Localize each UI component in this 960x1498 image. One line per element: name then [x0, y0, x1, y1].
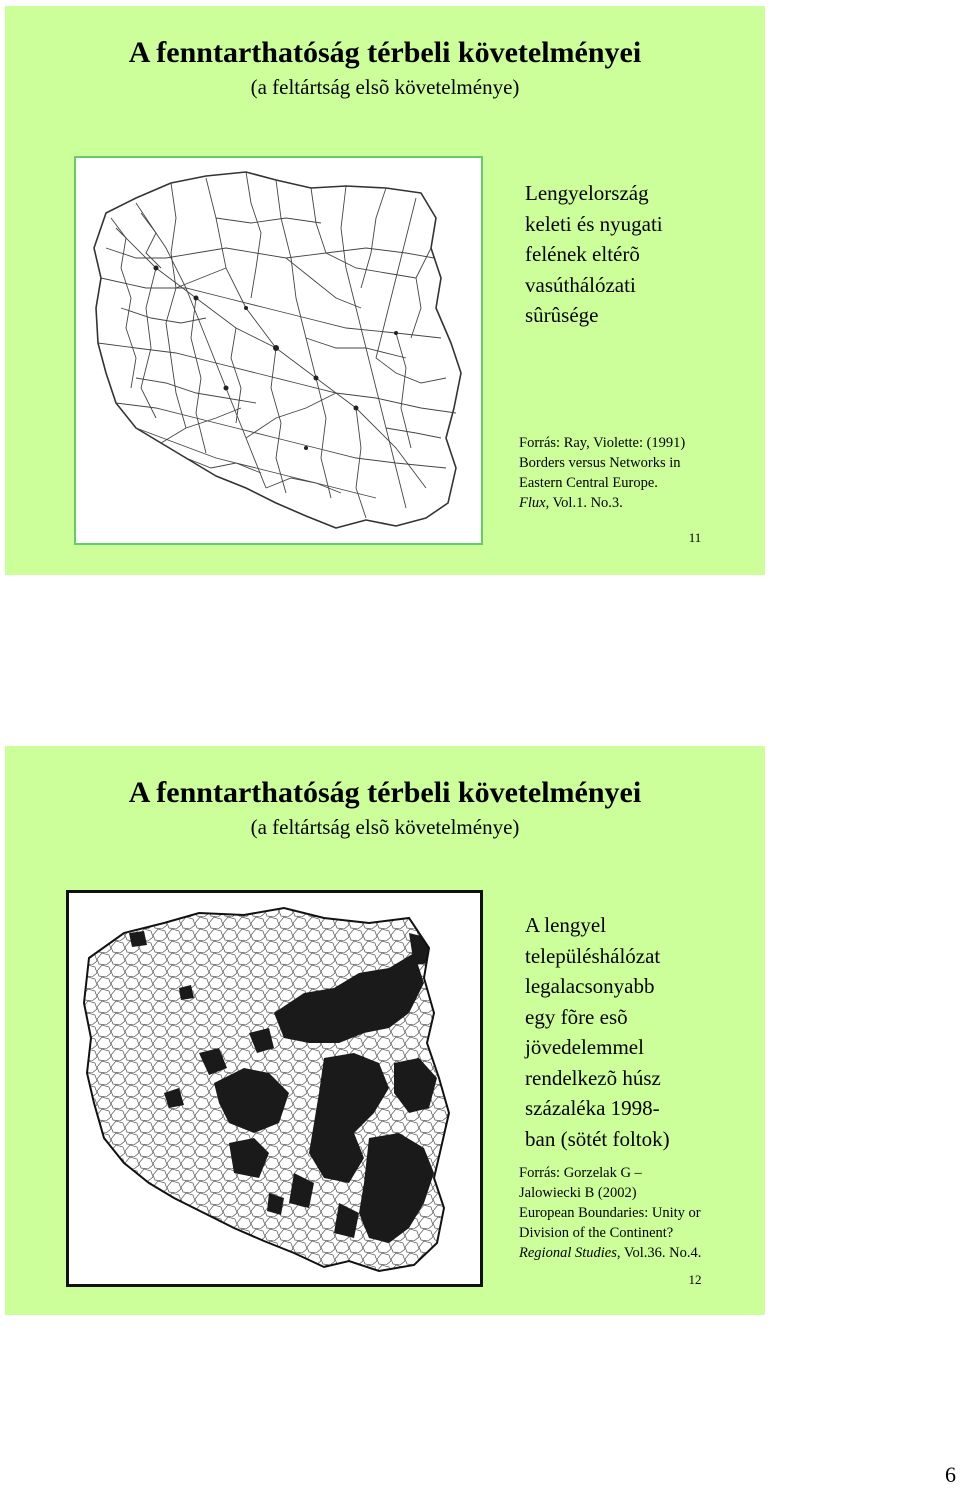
poland-railway-map-graphic	[76, 158, 481, 543]
source-line: European Boundaries: Unity or	[519, 1205, 701, 1221]
description-line: legalacsonyabb	[525, 974, 655, 998]
description-line: A lengyel	[525, 913, 607, 937]
slide-number: 11	[688, 530, 702, 545]
slide-11	[5, 6, 765, 575]
description-line: Lengyelország	[525, 181, 649, 205]
source-line	[519, 1243, 759, 1263]
source-line: Eastern Central Europe.	[519, 475, 658, 491]
slide-description	[525, 178, 735, 331]
source-citation	[519, 1163, 759, 1263]
description-line: százaléka 1998-	[525, 1096, 660, 1120]
description-line: vasúthálózati	[525, 272, 636, 297]
slide-description	[525, 910, 735, 1154]
railway-network-map	[74, 156, 483, 545]
description-line: egy fõre esõ	[525, 1004, 628, 1029]
poland-settlement-map-graphic	[69, 893, 480, 1284]
description-line: jövedelemmel	[525, 1035, 644, 1059]
source-line: Jalowiecki B (2002)	[519, 1185, 637, 1201]
source-line	[519, 493, 759, 513]
journal-name: Regional Studies	[519, 1245, 617, 1261]
slide-number: 12	[688, 1272, 702, 1287]
description-line: településhálózat	[525, 943, 661, 968]
source-citation	[519, 433, 759, 513]
description-line: rendelkezõ húsz	[525, 1065, 661, 1090]
source-line: Borders versus Networks in	[519, 455, 681, 471]
slide-subtitle: (a feltártság elsõ követelménye)	[250, 75, 520, 99]
source-line: Division of the Continent?	[519, 1225, 674, 1241]
slide-12	[5, 746, 765, 1315]
description-line: felének eltérõ	[525, 242, 640, 266]
slide-subtitle: (a feltártság elsõ követelménye)	[250, 815, 520, 839]
source-line: Forrás: Ray, Violette: (1991)	[519, 435, 686, 451]
source-line: Forrás: Gorzelak G –	[519, 1165, 642, 1181]
description-line: ban (sötét foltok)	[525, 1126, 670, 1151]
slide-title: A fenntarthatóság térbeli követelményei	[128, 36, 642, 69]
slide-title: A fenntarthatóság térbeli követelményei	[128, 776, 642, 809]
journal-volume: , Vol.1. No.3.	[545, 495, 623, 511]
journal-name: Flux	[519, 495, 546, 511]
description-line: keleti és nyugati	[525, 211, 663, 236]
journal-volume: , Vol.36. No.4.	[616, 1245, 702, 1261]
description-line: sûrûsége	[525, 303, 599, 327]
settlement-income-map	[66, 890, 483, 1287]
page-number: 6	[945, 1462, 956, 1487]
